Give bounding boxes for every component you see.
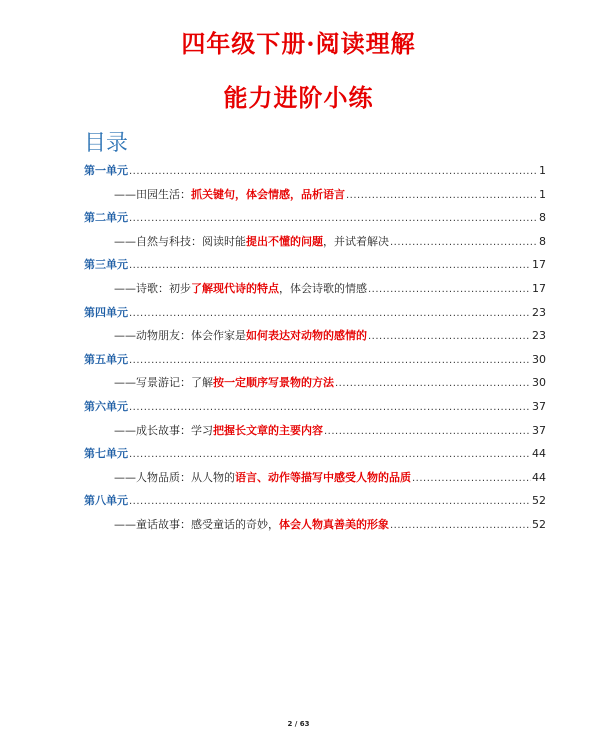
toc-sub-prefix: ——田园生活： [114, 187, 191, 201]
toc-sub-prefix: ——童话故事：感受童话的奇妙， [114, 517, 279, 531]
toc-page-number: 37 [532, 423, 546, 437]
dot-leader [129, 308, 531, 319]
toc-page-number: 30 [532, 352, 546, 366]
toc-sub-entry[interactable] [84, 516, 546, 540]
toc-sub-prefix: ——人物品质：从人物的 [114, 470, 235, 484]
toc-sub-suffix: ，并试着解决 [323, 234, 389, 248]
toc-unit-label: 第五单元 [84, 352, 128, 366]
toc-page-number: 1 [539, 187, 546, 201]
toc-unit-entry[interactable] [84, 492, 546, 516]
toc-unit-label: 第三单元 [84, 258, 128, 272]
dot-leader [129, 166, 538, 177]
toc-sub-entry[interactable] [84, 186, 546, 210]
toc-page-number: 23 [532, 329, 546, 343]
toc-sub-prefix: ——自然与科技：阅读时能 [114, 234, 246, 248]
toc-unit-label: 第七单元 [84, 447, 128, 461]
toc-sub-entry[interactable] [84, 280, 546, 304]
toc-unit-label: 第二单元 [84, 211, 128, 225]
dot-leader [390, 237, 538, 248]
toc-page-number: 52 [532, 494, 546, 508]
toc-page-number: 17 [532, 281, 546, 295]
toc-sub-highlight: 提出不懂的问题 [246, 234, 323, 248]
dot-leader [129, 496, 531, 507]
toc-page-number: 30 [532, 376, 546, 390]
dot-leader [129, 213, 538, 224]
toc-sub-highlight: 体会人物真善美的形象 [279, 517, 389, 531]
toc-unit-entry[interactable] [84, 304, 546, 328]
dot-leader [368, 284, 531, 295]
dot-leader [412, 473, 531, 484]
toc-sub-suffix: ，体会诗歌的情感 [279, 281, 367, 295]
toc-sub-label [114, 233, 389, 249]
toc-unit-entry[interactable] [84, 209, 546, 233]
toc-page-number: 44 [532, 447, 546, 461]
toc-unit-entry[interactable] [84, 162, 546, 186]
toc-page-number: 1 [539, 164, 546, 177]
toc-sub-label [114, 280, 367, 296]
document-title-line2: 能力进阶小练 [223, 83, 374, 112]
toc-sub-entry[interactable] [84, 233, 546, 257]
toc-sub-entry[interactable] [84, 327, 546, 351]
toc-unit-entry[interactable] [84, 351, 546, 375]
toc-sub-label [114, 469, 411, 485]
toc-sub-entry[interactable] [84, 422, 546, 446]
toc-heading: 目录 [84, 131, 129, 156]
dot-leader [129, 355, 531, 366]
toc-sub-label [114, 422, 323, 438]
dot-leader [129, 449, 531, 460]
dot-leader [368, 331, 531, 342]
toc-sub-highlight: 抓关键句，体会情感，品析语言 [191, 187, 345, 201]
dot-leader [324, 426, 531, 437]
toc-page-number: 23 [532, 305, 546, 319]
toc-sub-entry[interactable] [84, 469, 546, 493]
toc-sub-prefix: ——写景游记：了解 [114, 376, 213, 390]
toc-page-number: 8 [539, 234, 546, 248]
dot-leader [346, 190, 538, 201]
toc-sub-label [114, 327, 367, 343]
toc-unit-entry[interactable] [84, 256, 546, 280]
toc-page-number: 52 [532, 517, 546, 531]
toc-sub-label [114, 374, 334, 390]
toc-sub-highlight: 语言、动作等描写中感受人物的品质 [235, 470, 411, 484]
toc-page-number: 44 [532, 470, 546, 484]
toc-sub-highlight: 按一定顺序写景物的方法 [213, 376, 334, 390]
toc-sub-highlight: 如何表达对动物的感情的 [246, 329, 367, 343]
toc-page-number: 37 [532, 399, 546, 413]
toc-sub-label [114, 186, 345, 202]
toc-unit-label: 第八单元 [84, 494, 128, 508]
toc-unit-entry[interactable] [84, 445, 546, 469]
toc-sub-prefix: ——成长故事：学习 [114, 423, 213, 437]
document-title-line1: 四年级下册·阅读理解 [181, 29, 416, 58]
toc-page-number: 8 [539, 211, 546, 225]
toc-sub-prefix: ——诗歌：初步 [114, 281, 191, 295]
toc-sub-entry[interactable] [84, 374, 546, 398]
dot-leader [129, 402, 531, 413]
toc-unit-label: 第四单元 [84, 305, 128, 319]
toc-sub-highlight: 了解现代诗的特点 [191, 281, 279, 295]
toc-sub-highlight: 把握长文章的主要内容 [213, 423, 323, 437]
dot-leader [390, 520, 531, 531]
page-indicator: 2 / 63 [287, 720, 310, 728]
toc-unit-label: 第六单元 [84, 399, 128, 413]
toc-sub-label [114, 516, 389, 532]
dot-leader [335, 378, 531, 389]
toc-page-number: 17 [532, 258, 546, 272]
toc-sub-prefix: ——动物朋友：体会作家是 [114, 329, 246, 343]
toc-unit-label: 第一单元 [84, 164, 128, 177]
toc-unit-entry[interactable] [84, 398, 546, 422]
dot-leader [129, 260, 531, 271]
table-of-contents [84, 162, 546, 540]
